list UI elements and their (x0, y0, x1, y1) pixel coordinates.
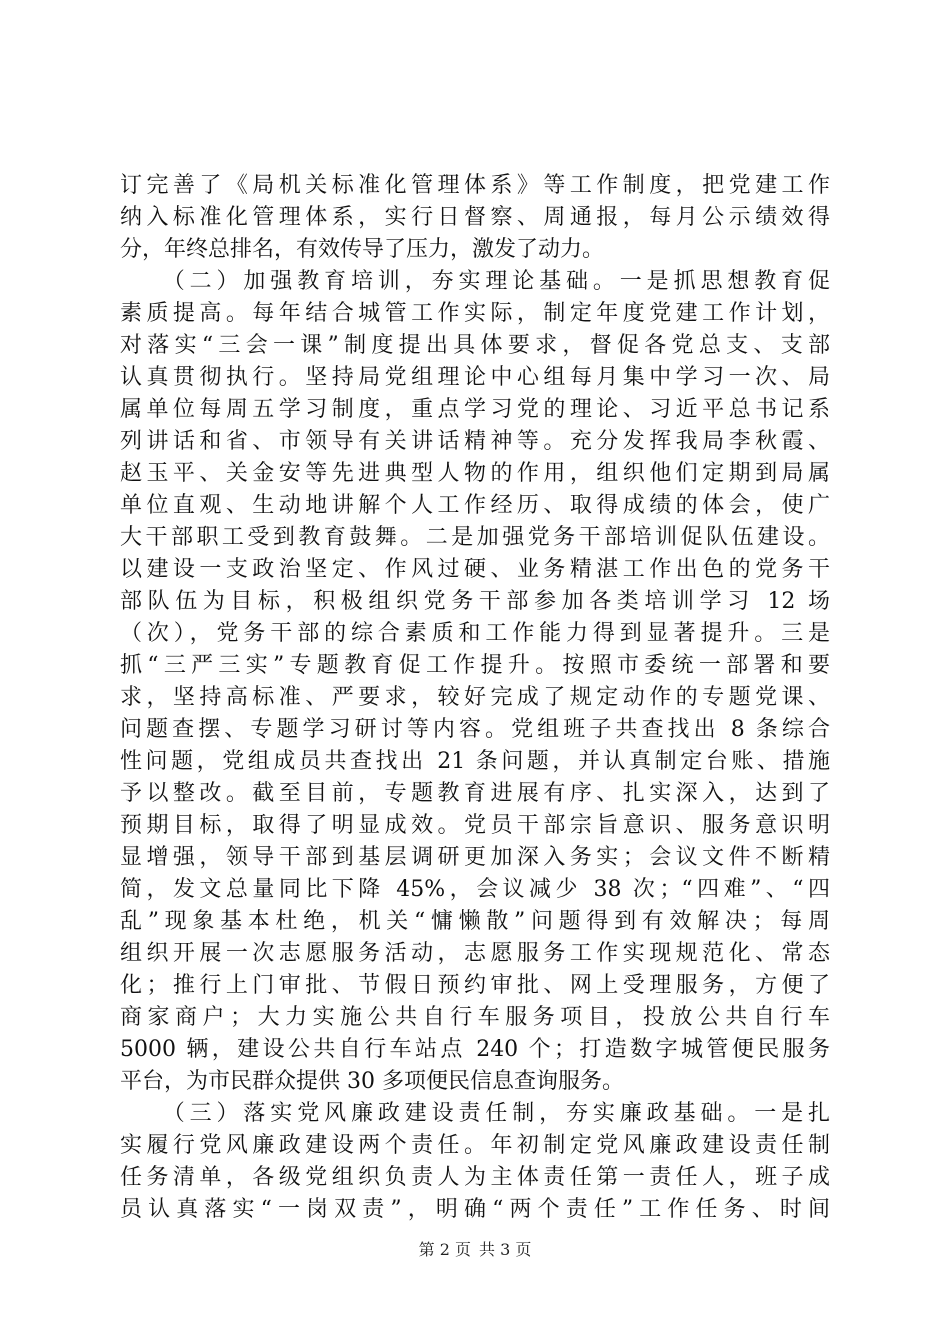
text-line: 抓“三严三实”专题教育促工作提升。按照市委统一部署和要 (120, 653, 830, 678)
text-line: 5000 辆，建设公共自行车站点 240 个；打造数字城管便民服务 (120, 1037, 830, 1062)
text-line: 组织开展一次志愿服务活动，志愿服务工作实现规范化、常态 (120, 941, 830, 966)
page-number: 第 2 页 (418, 1240, 471, 1259)
text-line: 素质提高。每年结合城管工作实际，制定年度党建工作计划， (120, 301, 830, 326)
text-line: 化；推行上门审批、节假日预约审批、网上受理服务，方便了 (120, 973, 830, 998)
text-line: 平台，为市民群众提供 30 多项便民信息查询服务。 (120, 1069, 624, 1094)
text-line: 性问题，党组成员共查找出 21 条问题，并认真制定台账、措施 (120, 749, 830, 774)
text-line: 赵玉平、关金安等先进典型人物的作用，组织他们定期到局属 (120, 461, 830, 486)
text-line: 部队伍为目标，积极组织党务干部参加各类培训学习 12 场 (120, 589, 830, 614)
text-line: 问题查摆、专题学习研讨等内容。党组班子共查找出 8 条综合 (120, 717, 830, 742)
text-line: 任务清单，各级党组织负责人为主体责任第一责任人，班子成 (120, 1165, 830, 1190)
text-line: 单位直观、生动地讲解个人工作经历、取得成绩的体会，使广 (120, 493, 830, 518)
text-line: 认真贯彻执行。坚持局党组理论中心组每月集中学习一次、局 (120, 365, 830, 390)
text-line: （次），党务干部的综合素质和工作能力得到显著提升。三是 (120, 621, 830, 646)
text-line: 属单位每周五学习制度，重点学习党的理论、习近平总书记系 (120, 397, 830, 422)
text-line: 列讲话和省、市领导有关讲话精神等。充分发挥我局李秋霞、 (120, 429, 830, 454)
text-line: 显增强，领导干部到基层调研更加深入务实；会议文件不断精 (120, 845, 830, 870)
page-total: 共 3 页 (479, 1240, 532, 1259)
text-line: 对落实“三会一课”制度提出具体要求，督促各党总支、支部 (120, 333, 830, 358)
text-line: 分，年终总排名，有效传导了压力，激发了动力。 (120, 237, 605, 262)
text-line: 商家商户；大力实施公共自行车服务项目，投放公共自行车 (120, 1005, 830, 1030)
text-line: 予以整改。截至目前，专题教育进展有序、扎实深入，达到了 (120, 781, 830, 806)
text-line: 求，坚持高标准、严要求，较好完成了规定动作的专题党课、 (120, 685, 830, 710)
text-line: 订完善了《局机关标准化管理体系》等工作制度，把党建工作 (120, 173, 830, 198)
text-line: 纳入标准化管理体系，实行日督察、周通报，每月公示绩效得 (120, 205, 830, 230)
document-body (120, 170, 830, 1226)
text-line: 以建设一支政治坚定、作风过硬、业务精湛工作出色的党务干 (120, 557, 830, 582)
text-line: （三）落实党风廉政建设责任制，夯实廉政基础。一是扎 (120, 1101, 830, 1126)
text-line: 预期目标，取得了明显成效。党员干部宗旨意识、服务意识明 (120, 813, 830, 838)
text-line: 简，发文总量同比下降 45%，会议减少 38 次；“四难”、“四 (120, 877, 830, 902)
text-line: 大干部职工受到教育鼓舞。二是加强党务干部培训促队伍建设。 (120, 525, 830, 550)
text-line: 员认真落实“一岗双责”，明确“两个责任”工作任务、时间 (120, 1197, 830, 1222)
text-line: 实履行党风廉政建设两个责任。年初制定党风廉政建设责任制 (120, 1133, 830, 1158)
text-line: （二）加强教育培训，夯实理论基础。一是抓思想教育促 (120, 269, 830, 294)
page-footer (0, 1237, 950, 1260)
text-line: 乱”现象基本杜绝，机关“慵懒散”问题得到有效解决；每周 (120, 909, 830, 934)
